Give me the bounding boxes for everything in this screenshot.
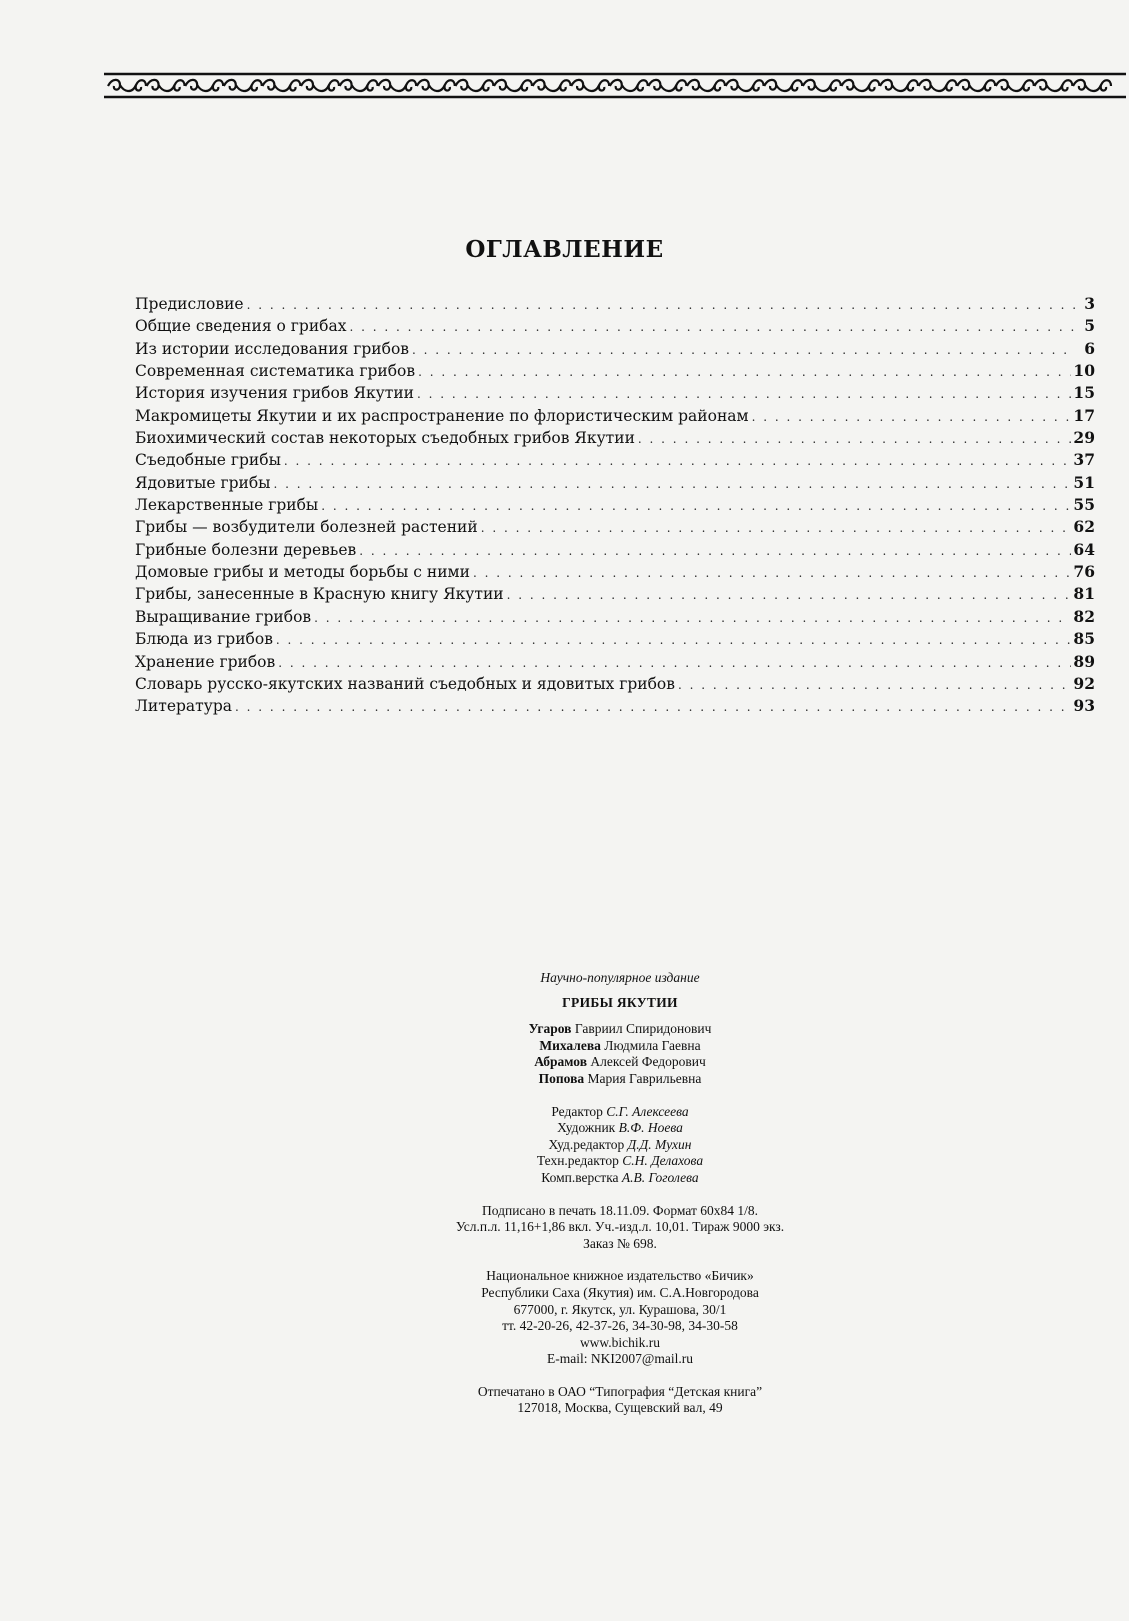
publisher-line: Национальное книжное издательство «Бичик»: [486, 1268, 754, 1284]
toc-entry[interactable]: [135, 695, 1095, 717]
ornament-swirl: [455, 80, 493, 91]
ornament-swirl: [224, 80, 262, 91]
toc-entry[interactable]: [135, 583, 1095, 605]
staff-name: Д.Д. Мухин: [627, 1136, 692, 1152]
publisher-line: тт. 42-20-26, 42-37-26, 34-30-98, 34-30-58: [502, 1318, 738, 1334]
toc-leader-dots: [417, 383, 1071, 405]
book-title: ГРИБЫ ЯКУТИИ: [562, 994, 678, 1010]
staff-line: [0, 1170, 1129, 1187]
printer-info: [0, 1384, 1129, 1417]
toc-entry-page: 29: [1073, 428, 1095, 448]
toc-entry[interactable]: [135, 673, 1095, 695]
toc-leader-dots: [473, 562, 1071, 584]
publisher-info: [0, 1268, 1129, 1368]
staff-role: Комп.верстка: [541, 1169, 622, 1185]
toc-entry[interactable]: [135, 561, 1095, 583]
printer-line: 127018, Москва, Сущевский вал, 49: [517, 1400, 723, 1416]
ornament-swirl: [610, 80, 648, 91]
toc-entry[interactable]: [135, 449, 1095, 471]
toc-entry-page: 51: [1073, 472, 1095, 492]
toc-leader-dots: [359, 540, 1071, 562]
toc-leader-dots: [678, 674, 1071, 696]
toc-entry[interactable]: [135, 606, 1095, 628]
toc-entry[interactable]: [135, 315, 1095, 337]
print-info: [0, 1203, 1129, 1253]
staff-name: С.Н. Делахова: [622, 1153, 704, 1169]
ornament-swirl: [301, 80, 339, 91]
toc-leader-dots: [276, 629, 1072, 651]
toc-title: ОГЛАВЛЕНИЕ: [465, 236, 664, 263]
author-line: [0, 1054, 1129, 1071]
table-of-contents: [135, 293, 1095, 718]
toc-entry[interactable]: [135, 382, 1095, 404]
toc-entry-label: Грибы — возбудители болезней растений: [135, 518, 478, 537]
author-surname: Попова: [538, 1070, 585, 1086]
toc-entry-label: Литература: [135, 697, 233, 716]
decorative-border-ornament: [104, 70, 1126, 104]
toc-entry-label: Хранение грибов: [135, 652, 276, 671]
toc-entry-page: 64: [1073, 539, 1095, 559]
staff-name: С.Г. Алексеева: [606, 1103, 689, 1119]
staff-line: [0, 1153, 1129, 1170]
ornament-swirl: [185, 80, 223, 91]
toc-entry-page: 82: [1073, 606, 1095, 626]
toc-entry-label: Домовые грибы и методы борьбы с ними: [135, 563, 470, 582]
toc-entry-label: Грибные болезни деревьев: [135, 540, 357, 559]
ornament-swirl: [841, 80, 879, 91]
toc-entry[interactable]: [135, 427, 1095, 449]
toc-entry-page: 6: [1084, 338, 1095, 358]
toc-leader-dots: [418, 361, 1071, 383]
toc-entry-label: Биохимический состав некоторых съедобных грибов Якутии: [135, 429, 635, 448]
toc-leader-dots: [284, 450, 1072, 472]
ornament-swirl: [262, 80, 300, 91]
toc-entry-page: 81: [1073, 584, 1095, 604]
toc-leader-dots: [247, 294, 1075, 316]
ornament-swirl: [340, 80, 378, 91]
toc-entry-label: Блюда из грибов: [135, 630, 273, 649]
toc-entry-label: Макромицеты Якутии и их распространение по флористическим районам: [135, 406, 749, 425]
toc-entry-label: Современная систематика грибов: [135, 362, 416, 381]
staff-role: Редактор: [551, 1103, 607, 1119]
toc-leader-dots: [752, 406, 1072, 428]
ornament-swirl: [494, 80, 532, 91]
print-info-line: Усл.п.л. 11,16+1,86 вкл. Уч.-изд.л. 10,01. Тираж 9000 экз.: [455, 1219, 785, 1235]
toc-entry-page: 55: [1073, 495, 1095, 515]
staff-role: Техн.редактор: [536, 1153, 623, 1169]
ornament-swirl: [648, 80, 686, 91]
toc-entry[interactable]: [135, 539, 1095, 561]
ornament-swirl: [533, 80, 571, 91]
print-info-line: Заказ № 698.: [583, 1235, 657, 1251]
author-given-names: Гавриил Спиридонович: [571, 1021, 712, 1037]
publisher-line: 677000, г. Якутск, ул. Курашова, 30/1: [513, 1301, 727, 1317]
authors-list: [0, 1021, 1129, 1087]
toc-entry-label: Грибы, занесенные в Красную книгу Якутии: [135, 585, 504, 604]
ornament-swirl: [1034, 80, 1072, 91]
ornament-swirl: [571, 80, 609, 91]
genre-label: Научно-популярное издание: [540, 970, 700, 985]
toc-leader-dots: [481, 517, 1072, 539]
toc-leader-dots: [507, 584, 1072, 606]
print-info-line: Подписано в печать 18.11.09. Формат 60х84 1/8.: [482, 1202, 758, 1218]
toc-entry[interactable]: [135, 516, 1095, 538]
toc-entry-label: Лекарственные грибы: [135, 496, 319, 515]
ornament-swirl: [996, 80, 1034, 91]
toc-entry-label: История изучения грибов Якутии: [135, 384, 415, 403]
toc-entry[interactable]: [135, 628, 1095, 650]
ornament-swirl: [147, 80, 185, 91]
ornament-swirl: [108, 80, 146, 91]
toc-entry-page: 10: [1073, 361, 1095, 381]
toc-entry-page: 17: [1073, 405, 1095, 425]
toc-entry[interactable]: [135, 494, 1095, 516]
ornament-swirl: [919, 80, 957, 91]
staff-line: [0, 1120, 1129, 1137]
author-given-names: Людмила Гаевна: [600, 1037, 701, 1053]
ornament-swirl: [957, 80, 995, 91]
toc-entry-label: Предисловие: [135, 295, 244, 313]
author-line: [0, 1021, 1129, 1038]
toc-entry-page: 85: [1073, 629, 1095, 649]
ornament-swirl: [803, 80, 841, 91]
toc-entry-label: Из истории исследования грибов: [135, 339, 410, 358]
toc-entry[interactable]: [135, 338, 1095, 360]
publisher-line: E-mail: NKI2007@mail.ru: [547, 1351, 693, 1367]
staff-role: Художник: [557, 1120, 619, 1136]
toc-entry[interactable]: [135, 405, 1095, 427]
author-surname: Михалева: [539, 1037, 601, 1053]
staff-name: В.Ф. Ноева: [618, 1120, 683, 1136]
toc-entry[interactable]: [135, 472, 1095, 494]
author-line: [0, 1038, 1129, 1055]
ornament-swirl: [1073, 80, 1111, 91]
toc-leader-dots: [321, 495, 1071, 517]
toc-leader-dots: [235, 696, 1071, 718]
toc-leader-dots: [274, 473, 1072, 495]
toc-entry-label: Общие сведения о грибах: [135, 317, 347, 336]
toc-entry-page: 15: [1073, 383, 1095, 403]
toc-leader-dots: [412, 339, 1075, 361]
printer-line: Отпечатано в ОАО “Типография “Детская книга”: [477, 1383, 763, 1399]
ornament-swirl: [687, 80, 725, 91]
ornament-swirl: [726, 80, 764, 91]
toc-leader-dots: [314, 607, 1071, 629]
toc-leader-dots: [278, 652, 1071, 674]
toc-entry[interactable]: [135, 651, 1095, 673]
toc-entry-page: 37: [1073, 450, 1095, 470]
toc-leader-dots: [638, 428, 1072, 450]
staff-role: Худ.редактор: [548, 1136, 628, 1152]
publisher-line: www.bichik.ru: [579, 1334, 661, 1350]
toc-entry-page: 76: [1073, 562, 1095, 582]
toc-entry-page: 5: [1084, 316, 1095, 336]
toc-entry[interactable]: [135, 360, 1095, 382]
toc-entry-label: Ядовитые грибы: [135, 473, 271, 492]
toc-leader-dots: [350, 316, 1076, 338]
toc-entry-page: 92: [1073, 673, 1095, 693]
author-surname: Абрамов: [534, 1054, 587, 1070]
author-given-names: Мария Гаврильевна: [584, 1070, 702, 1086]
toc-entry-page: 93: [1073, 696, 1095, 716]
ornament-swirl: [417, 80, 455, 91]
toc-entry-page: 62: [1073, 517, 1095, 537]
toc-entry-page: 89: [1073, 651, 1095, 671]
ornament-swirl: [764, 80, 802, 91]
toc-entry-page: 3: [1084, 294, 1095, 313]
toc-entry-label: Словарь русско-якутских названий съедобных и ядовитых грибов: [135, 674, 675, 693]
author-line: [0, 1071, 1129, 1088]
staff-line: [0, 1104, 1129, 1121]
staff-line: [0, 1137, 1129, 1154]
toc-entry[interactable]: [135, 293, 1095, 315]
colophon: [0, 970, 1129, 1417]
toc-entry-label: Выращивание грибов: [135, 607, 312, 626]
author-given-names: Алексей Федорович: [586, 1054, 706, 1070]
staff-name: А.В. Гоголева: [621, 1169, 699, 1185]
staff-list: [0, 1104, 1129, 1187]
toc-entry-label: Съедобные грибы: [135, 451, 281, 470]
publisher-line: Республики Саха (Якутия) им. С.А.Новгородова: [481, 1284, 759, 1300]
ornament-swirl: [880, 80, 918, 91]
ornament-swirl: [378, 80, 416, 91]
author-surname: Угаров: [528, 1021, 572, 1037]
